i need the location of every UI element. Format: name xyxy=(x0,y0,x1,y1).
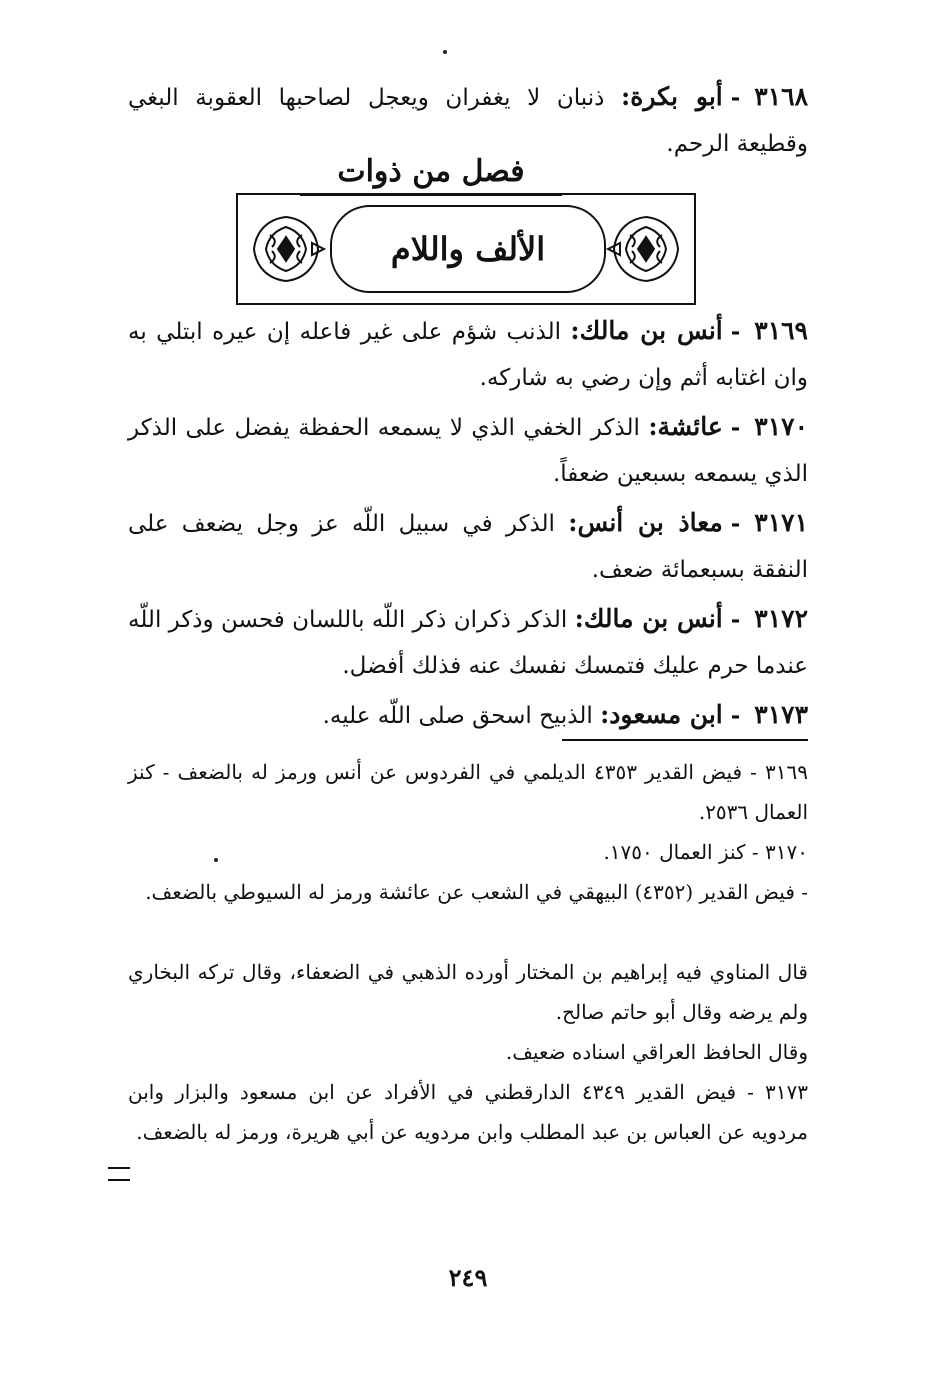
footnote: وقال الحافظ العراقي اسناده ضعيف. xyxy=(505,1040,808,1064)
narrator-name: أبو بكرة: xyxy=(621,82,723,111)
entry-number: ٣١٧٣ xyxy=(754,700,808,729)
entry-text: ذنبان لا يغفران ويعجل لصاحبها العقوبة البغي وقطيعة الرحم. xyxy=(128,85,808,157)
section-subtitle: الألف واللام xyxy=(330,205,606,293)
hadith-entry: ٣١٧٣-ابن مسعود: الذبيح اسحق صلى اللّه عليه. xyxy=(322,700,808,729)
narrator-name: معاذ بن أنس: xyxy=(568,508,723,537)
footnote: ٣١٧٠ - كنز العمال ١٧٥٠. xyxy=(603,840,808,864)
print-speck xyxy=(443,50,447,54)
section-subtitle-frame xyxy=(236,193,696,305)
entry-number: ٣١٧٢ xyxy=(754,604,808,633)
entry-text: الذنب شؤم على غير فاعله إن عيره ابتلي به وان اغتابه أثم وإن رضي به شاركه. xyxy=(128,319,808,391)
narrator-name: عائشة: xyxy=(648,412,723,441)
hadith-entry: ٣١٧١-معاذ بن أنس: الذكر في سبيل اللّه عز وجل يضعف على النفقة بسبعمائة ضعف. xyxy=(128,508,808,583)
margin-mark xyxy=(108,1167,130,1181)
hadith-entry: ٣١٧٠-عائشة: الذكر الخفي الذي لا يسمعه الحفظة يفضل على الذكر الذي يسمعه بسبعين ضعفاً. xyxy=(128,412,809,487)
narrator-name: أنس بن مالك: xyxy=(574,604,723,633)
narrator-name: أنس بن مالك: xyxy=(570,316,723,345)
entry-text: الذكر في سبيل اللّه عز وجل يضعف على النفقة بسبعمائة ضعف. xyxy=(128,511,808,583)
hadith-entry: ٣١٦٩-أنس بن مالك: الذنب شؤم على غير فاعله إن عيره ابتلي به وان اغتابه أثم وإن رضي به شاركه. xyxy=(128,316,808,391)
entry-text: الذبيح اسحق صلى اللّه عليه. xyxy=(322,703,593,729)
footnote: - فيض القدير (٤٣٥٢) البيهقي في الشعب عن عائشة ورمز له السيوطي بالضعف. xyxy=(145,880,808,904)
hadith-entry: ٣١٧٢-أنس بن مالك: الذكر ذكران ذكر اللّه باللسان فحسن وذكر اللّه عندما حرم عليك فتمسك نفسك عنه فذلك أفضل. xyxy=(127,604,808,679)
hadith-entry: ٣١٦٨-أبو بكرة: ذنبان لا يغفران ويعجل لصاحبها العقوبة البغي وقطيعة الرحم. xyxy=(128,82,808,157)
footnote: ٣١٧٣ - فيض القدير ٤٣٤٩ الدارقطني في الأفراد عن ابن مسعود والبزار وابن مردويه عن العباس بن عبد المطلب وابن مردويه عن أبي هريرة، ورمز له بالضعف. xyxy=(128,1080,809,1144)
footnote: قال المناوي فيه إبراهيم بن المختار أورده الذهبي في الضعفاء، وقال تركه البخاري ولم يرضه وقال أبو حاتم صالح. xyxy=(128,960,808,1024)
entry-number: ٣١٧١ xyxy=(754,508,808,537)
entry-text: الذكر الخفي الذي لا يسمعه الحفظة يفضل على الذكر الذي يسمعه بسبعين ضعفاً. xyxy=(128,415,808,487)
entry-number: ٣١٧٠ xyxy=(754,412,809,441)
entry-number: ٣١٦٨ xyxy=(754,82,808,111)
entry-number: ٣١٦٩ xyxy=(754,316,808,345)
footnote: ٣١٦٩ - فيض القدير ٤٣٥٣ الديلمي في الفردوس عن أنس ورمز له بالضعف - كنز العمال ٢٥٣٦. xyxy=(128,760,808,824)
page-number: ٢٤٩ xyxy=(448,1263,488,1292)
arabesque-ornament-icon xyxy=(246,209,326,289)
entry-text: الذكر ذكران ذكر اللّه باللسان فحسن وذكر اللّه عندما حرم عليك فتمسك نفسك عنه فذلك أفضل. xyxy=(127,607,808,679)
footnote-separator xyxy=(562,739,808,741)
narrator-name: ابن مسعود: xyxy=(600,700,723,729)
section-title: فصل من ذوات xyxy=(300,150,562,196)
arabesque-ornament-icon xyxy=(606,209,686,289)
